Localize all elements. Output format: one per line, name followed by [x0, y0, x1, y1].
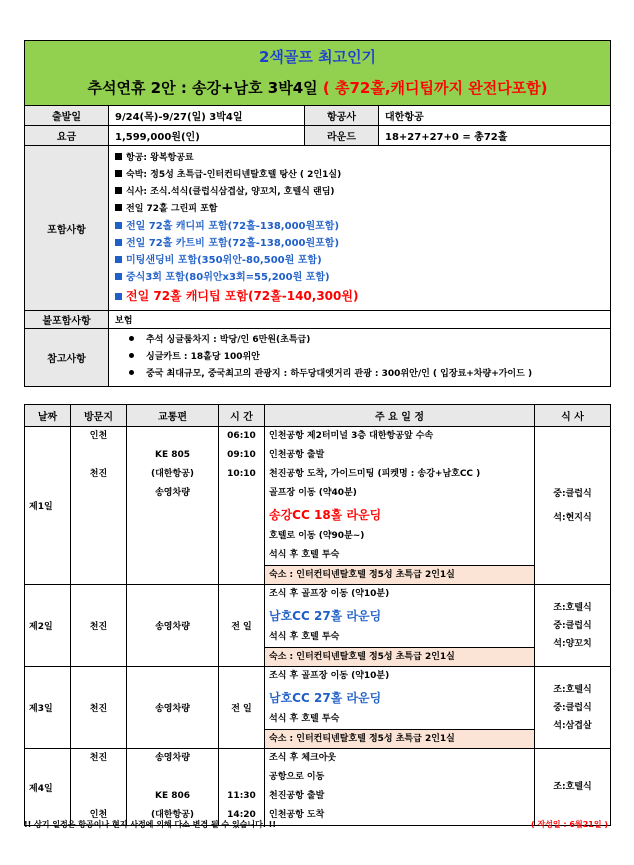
table-row — [25, 749, 611, 826]
table-row — [25, 585, 611, 667]
transport-cell: 송영차량 KE 806 (대한항공) — [127, 749, 219, 826]
square-bullet-icon — [115, 239, 122, 246]
day-label: 제3일 — [25, 667, 71, 749]
list-item: 추석 싱글룸차지 : 박당/인 6만원(초특급) — [129, 332, 604, 349]
list-item: 항공: 왕복항공료 — [115, 150, 604, 167]
price-value: 1,599,000원(인) — [109, 126, 305, 146]
hotel-line: 숙소 : 인터컨티넨탈호텔 정5성 초특급 2인1실 — [265, 565, 534, 584]
square-bullet-icon — [115, 204, 122, 211]
round-highlight: 송강CC 18홀 라운딩 — [269, 508, 382, 522]
list-item: 식사: 조식.석식(클럽식삼겹살, 양꼬치, 호텔식 랜딤) — [115, 184, 604, 201]
time-cell: 전 일 — [219, 585, 265, 667]
tour-info-table — [24, 40, 611, 387]
plan-cell: 조식 후 골프장 이동 (약10분) 남호CC 27홀 라운딩 석식 후 호텔 투숙 숙소 : 인터컨티넨탈호텔 정5성 초특급 2인1실 — [265, 585, 535, 667]
header-plan: 주 요 일 정 — [265, 405, 535, 427]
place-cell: 천진 — [71, 585, 127, 667]
subtitle-highlight: ( 총72홀,캐디팁까지 완전다포함) — [322, 79, 548, 97]
header-date: 날짜 — [25, 405, 71, 427]
notes-label: 참고사항 — [25, 329, 109, 387]
round-highlight: 남호CC 27홀 라운딩 — [269, 609, 382, 623]
list-item: 숙박: 정5성 초특급-인터컨티넨탈호텔 탕산 ( 2인1실) — [115, 167, 604, 184]
schedule-table — [24, 404, 611, 826]
round-highlight: 남호CC 27홀 라운딩 — [269, 691, 382, 705]
day-label: 제1일 — [25, 427, 71, 585]
hotel-line: 숙소 : 인터컨티넨탈호텔 정5성 초특급 2인1실 — [265, 647, 534, 666]
bullet-icon — [129, 370, 134, 375]
plan-cell: 조식 후 체크아웃 공항으로 이동 천진공항 출발 인천공항 도착 — [265, 749, 535, 826]
footer-note: !! 상기 일정은 항공이나 현지 사정에 의해 다소 변경 될 수 있습니다. !! — [24, 820, 276, 829]
place-cell: 인천 천진 — [71, 427, 127, 585]
list-item: 미팅샌딩비 포함(350위안-80,500원 포함) — [115, 252, 604, 269]
table-row — [25, 667, 611, 749]
bullet-icon — [129, 336, 134, 341]
square-bullet-icon — [115, 222, 122, 229]
time-cell: 전 일 — [219, 667, 265, 749]
day-label: 제2일 — [25, 585, 71, 667]
list-item: 중식3회 포함(80위안x3회=55,200원 포함) — [115, 269, 604, 286]
title-banner — [25, 41, 611, 106]
square-bullet-icon — [115, 273, 122, 280]
price-label: 요금 — [25, 126, 109, 146]
header-time: 시 간 — [219, 405, 265, 427]
square-bullet-icon — [115, 256, 122, 263]
list-item: 전일 72홀 캐디팁 포함(72홀-140,300원) — [115, 286, 604, 306]
transport-cell: 송영차량 — [127, 667, 219, 749]
header-place: 방문지 — [71, 405, 127, 427]
round-value: 18+27+27+0 = 총72홀 — [379, 126, 611, 146]
list-item: 중국 최대규모, 중국최고의 관광지 : 하두당대엣거리 관광 : 300위안/인 ( 입장료+차량+가이드 ) — [129, 366, 604, 383]
square-bullet-icon — [115, 187, 122, 194]
departure-label: 출발일 — [25, 106, 109, 126]
hotel-line: 숙소 : 인터컨티넨탈호텔 정5성 초특급 2인1실 — [265, 729, 534, 748]
includes-list — [109, 146, 611, 311]
includes-label: 포함사항 — [25, 146, 109, 311]
airline-value: 대한항공 — [379, 106, 611, 126]
list-item: 전일 72홀 카트비 포함(72홀-138,000원포함) — [115, 235, 604, 252]
time-cell: 06:10 09:10 10:10 — [219, 427, 265, 585]
day-label: 제4일 — [25, 749, 71, 826]
header-transport: 교통편 — [127, 405, 219, 427]
list-item: 전일 72홀 캐디피 포함(72홀-138,000원포함) — [115, 218, 604, 235]
subtitle-main: 추석연휴 2안 : 송강+남호 3박4일 — [87, 79, 318, 97]
meal-cell: 조:호텔식 중:클럽식 석:양꼬치 — [535, 585, 611, 667]
square-bullet-icon — [115, 170, 122, 177]
transport-cell: 송영차량 — [127, 585, 219, 667]
list-item: 싱글카트 : 18홀당 100위안 — [129, 349, 604, 366]
meal-cell: 조:호텔식 — [535, 749, 611, 826]
place-cell: 천진 인천 — [71, 749, 127, 826]
list-item: 전일 72홀 그린피 포함 — [115, 201, 604, 218]
bullet-icon — [129, 353, 134, 358]
departure-value: 9/24(목)-9/27(일) 3박4일 — [109, 106, 305, 126]
time-cell: 11:30 14:20 — [219, 749, 265, 826]
airline-label: 항공사 — [305, 106, 379, 126]
transport-cell: KE 805 (대한항공) 송영차량 — [127, 427, 219, 585]
table-row — [25, 427, 611, 585]
written-date: ( 작성일 : 6월21일 ) — [531, 820, 608, 829]
square-bullet-icon — [115, 153, 122, 160]
excludes-label: 불포함사항 — [25, 311, 109, 329]
header-meal: 식 사 — [535, 405, 611, 427]
round-label: 라운드 — [305, 126, 379, 146]
place-cell: 천진 — [71, 667, 127, 749]
square-bullet-icon — [115, 293, 122, 300]
meal-cell: 중:클럽식 석:현지식 — [535, 427, 611, 585]
page-title: 2색골프 최고인기 — [258, 48, 377, 66]
page-subtitle — [25, 73, 610, 105]
excludes-value: 보험 — [109, 311, 611, 329]
plan-cell: 조식 후 골프장 이동 (약10분) 남호CC 27홀 라운딩 석식 후 호텔 투숙 숙소 : 인터컨티넨탈호텔 정5성 초특급 2인1실 — [265, 667, 535, 749]
meal-cell: 조:호텔식 중:클럽식 석:삼겹살 — [535, 667, 611, 749]
plan-cell: 인천공항 제2터미널 3층 대한항공앞 수속 인천공항 출발 천진공항 도착, 가이드미팅 (피켓명 : 송강+남호CC ) 골프장 이동 (약40분) 송강CC 18홀 라운딩 호텔로 이동 (약90분~) 석식 후 호텔 투숙 숙소 : 인터컨티넨탈호텔 정5성 초특급 2인1실 — [265, 427, 535, 585]
notes-list — [109, 329, 611, 387]
